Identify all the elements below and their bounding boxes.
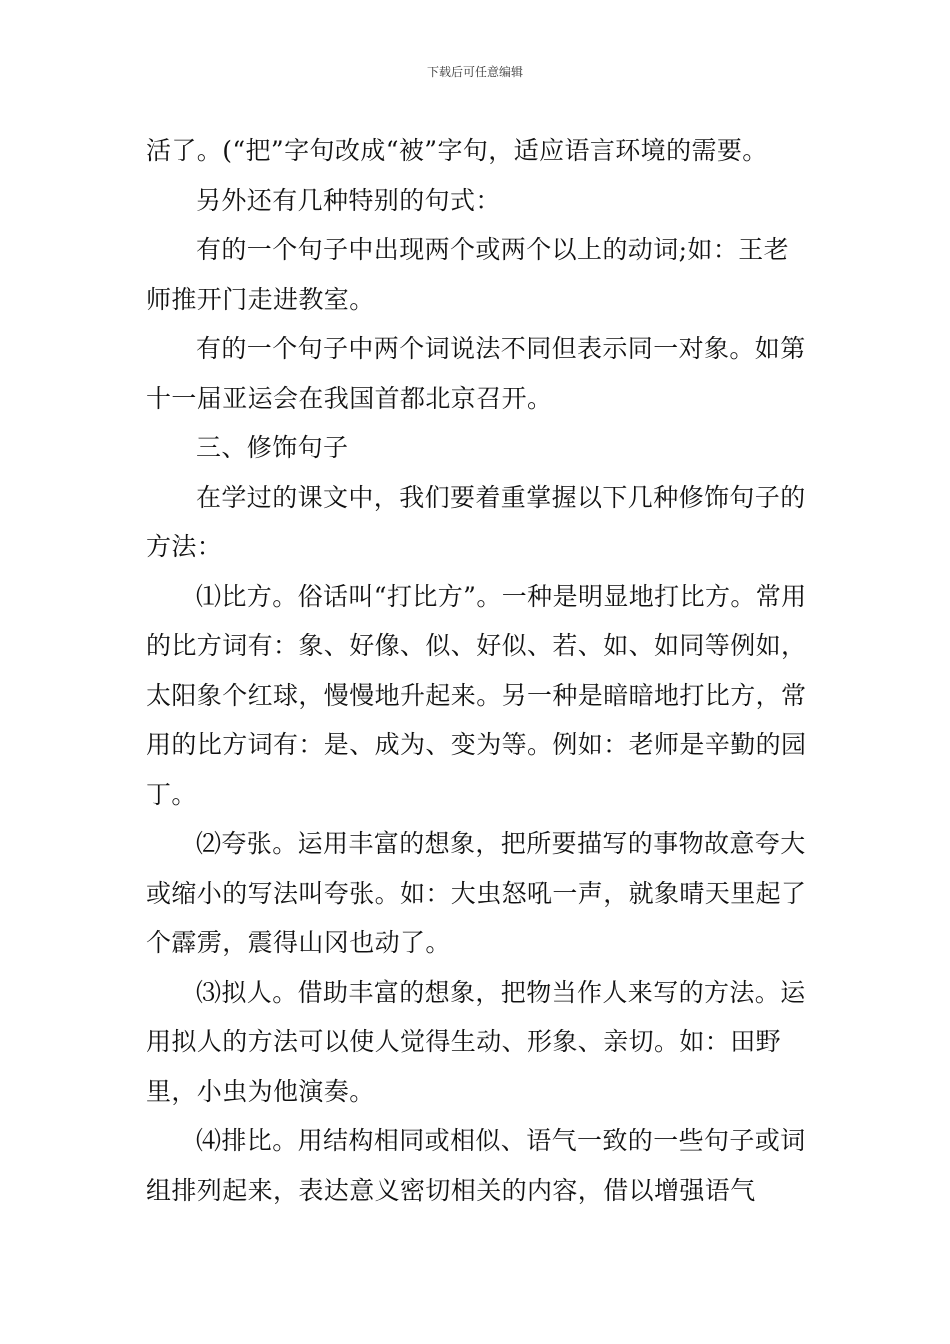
paragraph-methods-intro: 在学过的课文中，我们要着重掌握以下几种修饰句子的方法： <box>146 482 806 561</box>
paragraph-parallelism: ⑷排比。用结构相同或相似、语气一致的一些句子或词组排列起来，表达意义密切相关的内容，借以增强语气 <box>146 1126 806 1205</box>
section-heading-modify-sentences: 三、修饰句子 <box>196 433 349 462</box>
document-body <box>146 126 810 1215</box>
page-header-note: 下载后可任意编辑 <box>426 65 523 79</box>
paragraph-personification: ⑶拟人。借助丰富的想象，把物当作人来写的方法。运用拟人的方法可以使人觉得生动、形象、亲切。如：田野里，小虫为他演奏。 <box>146 977 806 1106</box>
paragraph-special-sentences-intro: 另外还有几种特别的句式： <box>196 185 501 215</box>
paragraph-multiple-verbs: 有的一个句子中出现两个或两个以上的动词;如：王老师推开门走进教室。 <box>146 235 790 314</box>
paragraph-same-object: 有的一个句子中两个词说法不同但表示同一对象。如第十一届亚运会在我国首都北京召开。 <box>146 334 806 413</box>
paragraph-exaggeration: ⑵夸张。运用丰富的想象，把所要描写的事物故意夸大或缩小的写法叫夸张。如：大虫怒吼一声，就象晴天里起了个霹雳，震得山冈也动了。 <box>146 829 807 957</box>
paragraph-metaphor: ⑴比方。俗话叫“打比方”。一种是明显地打比方。常用的比方词有：象、好像、似、好似、若、如、如同等例如，太阳象个红球，慢慢地升起来。另一种是暗暗地打比方，常用的比方词有：是、成为、变为等。例如：老师是辛勤的园丁。 <box>146 581 807 809</box>
paragraph-continuation: 活了。(“把”字句改成“被”字句，适应语言环境的需要。 <box>146 136 768 165</box>
